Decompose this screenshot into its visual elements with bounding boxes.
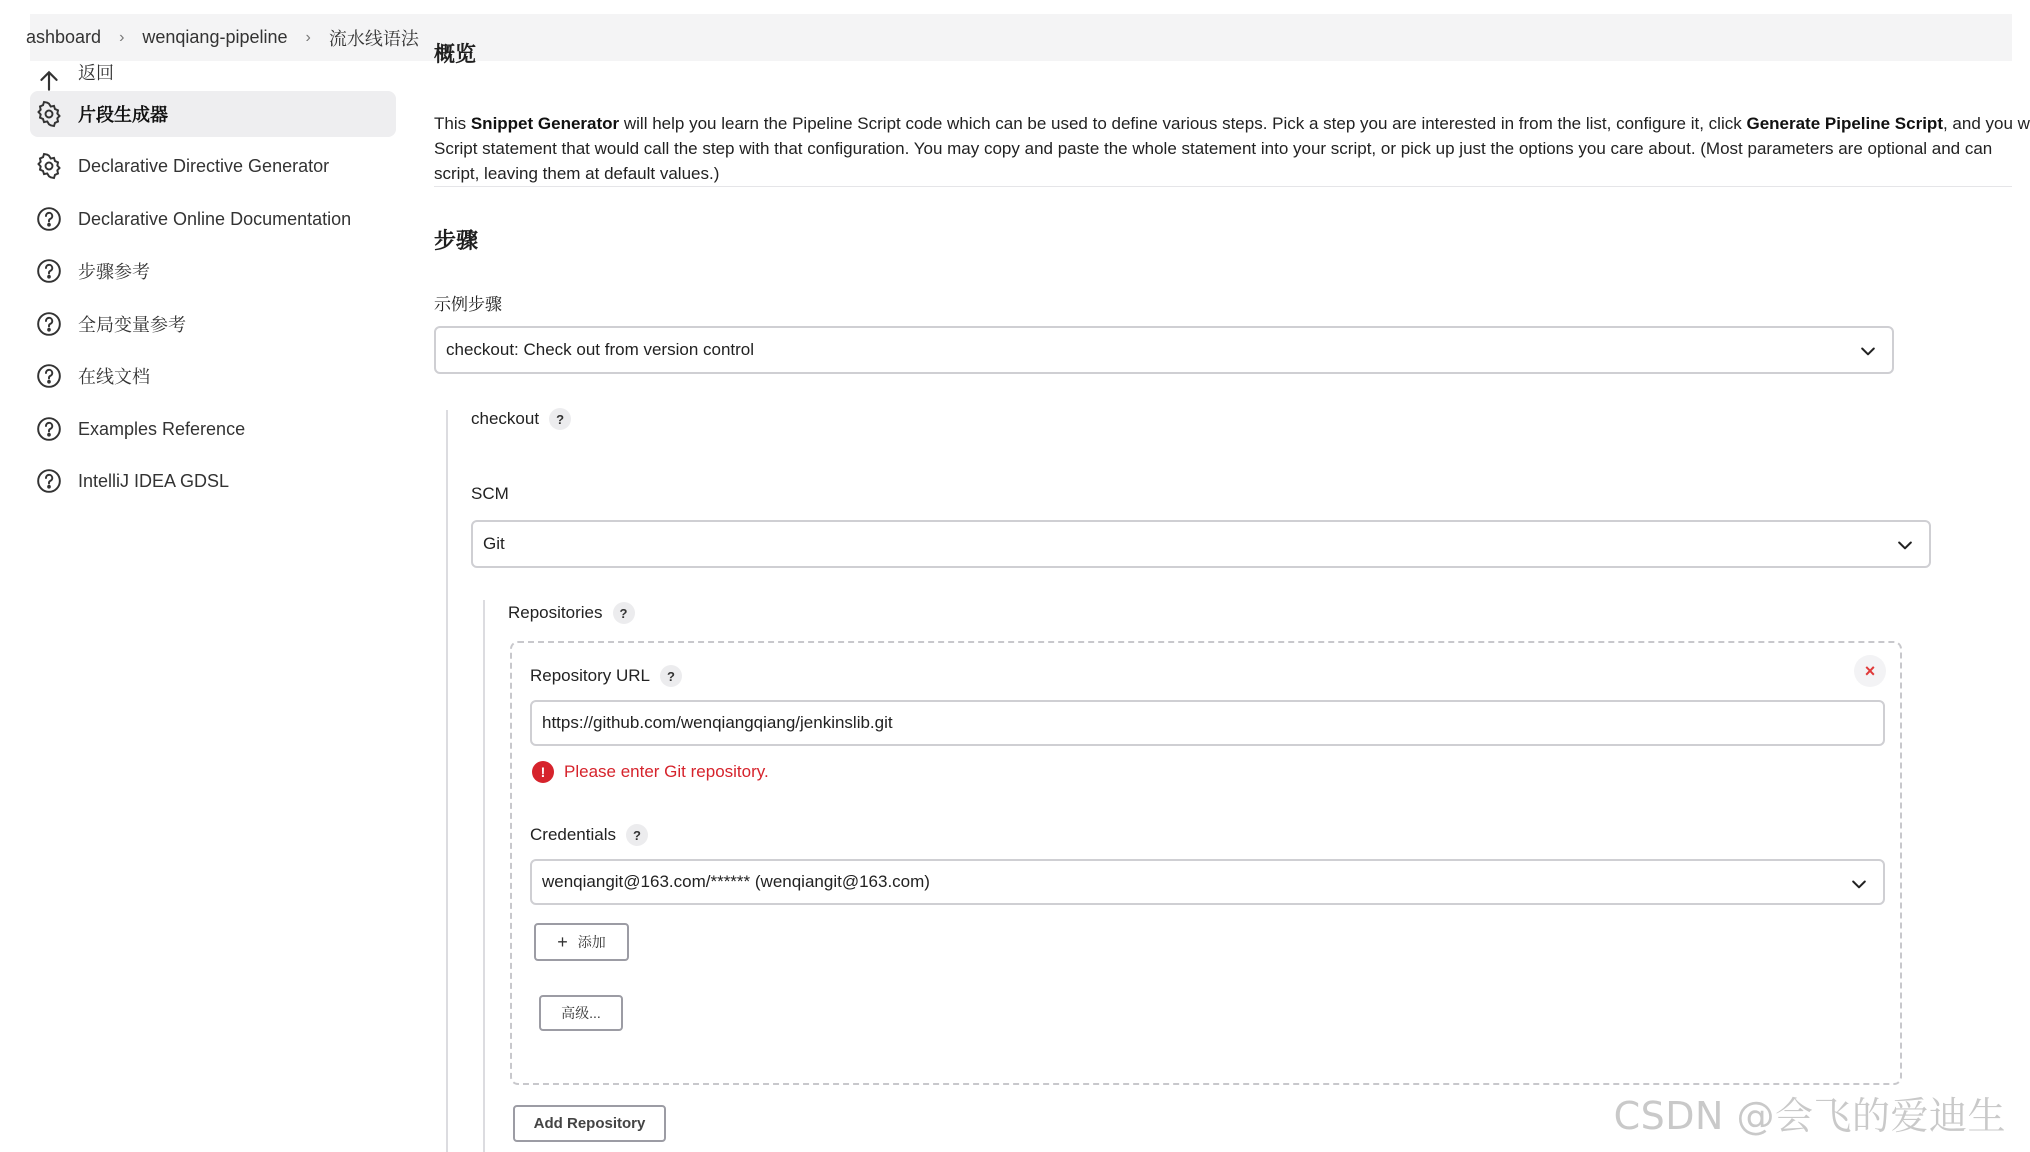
sample-step-value: checkout: Check out from version control [446, 340, 755, 359]
advanced-button[interactable] [539, 995, 623, 1031]
sidebar-item-label: 返回 [78, 63, 114, 83]
checkout-label: checkout [471, 409, 540, 428]
help-icon[interactable]: ? [613, 602, 635, 624]
sidebar-item-label: Declarative Directive Generator [78, 155, 330, 176]
help-circle-icon [35, 205, 63, 233]
breadcrumb-pipeline[interactable]: wenqiang-pipeline [142, 27, 288, 47]
help-icon[interactable]: ? [549, 408, 571, 430]
help-circle-icon [35, 310, 63, 338]
credentials-value: wenqiangit@163.com/****** (wenqiangit@163.com) [542, 872, 930, 891]
divider [434, 186, 2012, 187]
sample-step-label: 示例步骤 [434, 295, 502, 314]
advanced-button-label: 高级... [561, 1005, 601, 1021]
credentials-label-row [530, 824, 648, 846]
error-icon: ! [532, 761, 554, 783]
sidebar-item-steps-reference[interactable] [30, 248, 396, 294]
repository-url-input[interactable] [530, 700, 1885, 746]
sidebar-item-label: IntelliJ IDEA GDSL [78, 470, 230, 491]
repository-url-value: https://github.com/wenqiangqiang/jenkinslib.git [542, 713, 893, 732]
overview-heading: 概览 [434, 43, 476, 66]
sidebar-item-online-docs[interactable] [30, 353, 396, 399]
description-line-2: Script statement that would call the step with that configuration. You may copy and paste the whole statement into your script, or pick up just the options you care about. (Most parameters are optional and can [434, 139, 1993, 158]
help-circle-icon [35, 257, 63, 285]
chevron-down-icon [1858, 341, 1878, 361]
add-repository-button[interactable] [513, 1105, 666, 1142]
plus-icon: + [557, 931, 568, 952]
sidebar-item-snippet-generator[interactable] [30, 91, 396, 137]
repository-url-label: Repository URL [530, 666, 650, 685]
chevron-down-icon [1849, 874, 1869, 894]
scm-select[interactable] [471, 520, 1931, 568]
sidebar-item-online-documentation[interactable] [30, 196, 396, 242]
gear-icon [35, 152, 63, 180]
error-message: Please enter Git repository. [564, 762, 769, 781]
desc-bold-snippet-generator: Snippet Generator [470, 114, 620, 133]
gear-icon [35, 100, 63, 128]
repository-url-label-row [530, 665, 682, 687]
help-circle-icon [35, 415, 63, 443]
desc-text: , and you w [1942, 114, 2030, 133]
sidebar-item-intellij-gdsl[interactable] [30, 458, 396, 504]
desc-text: will help you learn the Pipeline Script code which can be used to define various steps. Pick a step you are interested in from the list, configure it, click [619, 114, 1747, 133]
overview-description [434, 111, 2030, 186]
chevron-right-icon: › [305, 28, 311, 46]
credentials-select[interactable] [530, 859, 1885, 905]
sidebar-item-directive-generator[interactable] [30, 143, 396, 189]
repository-entry [510, 641, 1902, 1085]
breadcrumb-dashboard[interactable]: ashboard [26, 27, 102, 47]
description-line-3: script, leaving them at default values.) [434, 164, 720, 183]
add-button-label: 添加 [577, 934, 606, 950]
sidebar-item-label: Declarative Online Documentation [78, 208, 352, 229]
chevron-down-icon [1895, 535, 1915, 555]
add-repository-label: Add Repository [533, 1115, 646, 1132]
sample-step-select[interactable] [434, 326, 1894, 374]
sidebar-item-examples-reference[interactable] [30, 406, 396, 452]
help-icon[interactable]: ? [626, 824, 648, 846]
description-line-1 [434, 111, 2030, 136]
sidebar-item-label: 全局变量参考 [78, 315, 186, 335]
help-icon[interactable]: ? [660, 665, 682, 687]
repositories-label: Repositories [508, 603, 603, 622]
desc-bold-generate-script: Generate Pipeline Script [1746, 114, 1943, 133]
help-circle-icon [35, 467, 63, 495]
sidebar-item-label: 步骤参考 [78, 262, 150, 282]
repository-url-error [532, 761, 769, 783]
scm-label: SCM [471, 484, 509, 503]
sidebar-item-label: 在线文档 [78, 367, 150, 387]
scm-value: Git [483, 534, 505, 553]
sidebar-item-global-variables[interactable] [30, 301, 396, 347]
desc-text: This [434, 114, 471, 133]
sidebar-item-label: 片段生成器 [78, 105, 168, 125]
checkout-label-row [471, 408, 571, 430]
watermark: CSDN @会飞的爱迪生 [1613, 1094, 2006, 1138]
main-content [434, 0, 2030, 1152]
help-circle-icon [35, 362, 63, 390]
scm-section-border [483, 600, 485, 1152]
add-credentials-button[interactable] [534, 923, 629, 961]
repositories-label-row [508, 602, 635, 624]
sidebar-item-back[interactable] [30, 61, 396, 87]
breadcrumb-pipeline-syntax[interactable]: 流水线语法 [328, 28, 419, 49]
steps-heading: 步骤 [434, 228, 479, 253]
close-icon[interactable]: × [1854, 655, 1886, 687]
sidebar-item-label: Examples Reference [78, 418, 246, 439]
chevron-right-icon: › [119, 28, 125, 46]
credentials-label: Credentials [530, 825, 616, 844]
checkout-section-border [446, 410, 448, 1152]
